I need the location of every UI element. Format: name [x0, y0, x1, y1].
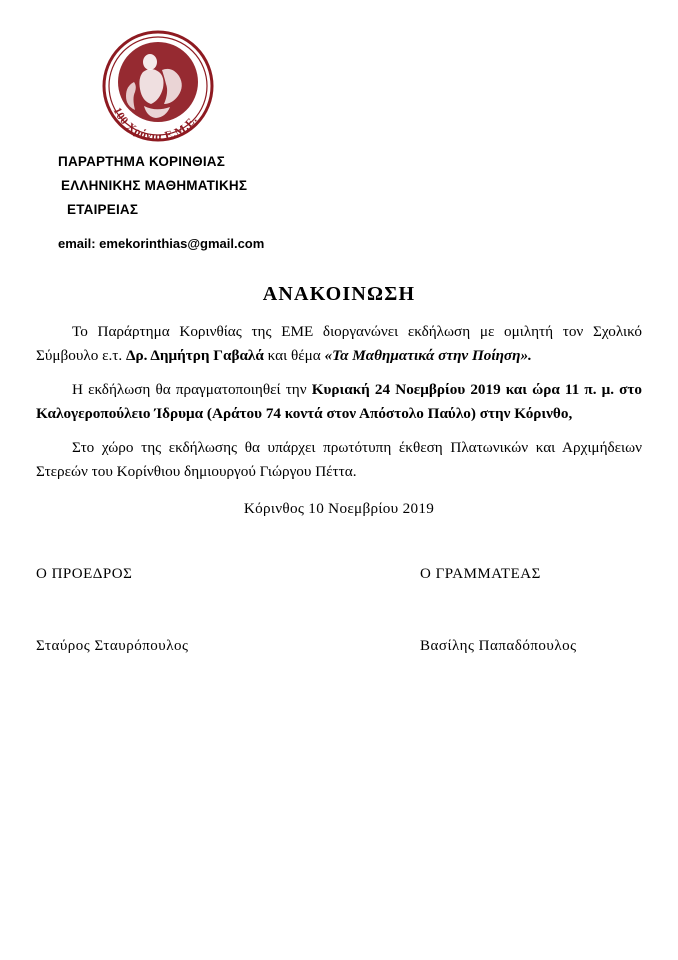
secretary-name: Βασίλης Παπαδόπουλος [420, 638, 577, 654]
president-title: Ο ΠΡΟΕΔΡΟΣ [36, 566, 133, 582]
announcement-body [36, 320, 642, 518]
paragraph-3: Στο χώρο της εκδήλωσης θα υπάρχει πρωτότυπη έκθεση Πλατωνικών και Αρχιμήδειων Στερεών του Κορίνθιου δημιουργού Γιώργου Πέττα. [36, 439, 642, 480]
paragraph-1-text-b: και θέμα [263, 347, 325, 364]
speaker-name: Δρ. Δημήτρη Γαβαλά [125, 347, 264, 364]
paragraph-2-text-a: Η εκδήλωση θα πραγματοποιηθεί την [72, 381, 312, 398]
eme-seal-icon [88, 26, 238, 146]
paragraph-1-text-a: Το Παράρτημα Κορινθίας της ΕΜΕ διοργανώνει εκδήλωση με ομιλητή τον Σχολικό Σύμβουλο ε.τ. [36, 323, 642, 364]
place-date-line: Κόρινθος 10 Νοεμβρίου 2019 [243, 500, 435, 517]
letterhead-line-1: ΠΑΡΑΡΤΗΜΑ ΚΟΡΙΝΘΙΑΣ [58, 154, 226, 169]
page-title: ΑΝΑΚΟΙΝΩΣΗ [262, 283, 416, 305]
secretary-title: Ο ΓΡΑΜΜΑΤΕΑΣ [420, 566, 541, 582]
letterhead-line-3: ΕΤΑΙΡΕΙΑΣ [67, 202, 139, 217]
paragraph-1 [36, 320, 642, 368]
letterhead [58, 150, 478, 256]
paragraph-2 [36, 378, 642, 426]
event-datetime-venue: Κυριακή 24 Νοεμβρίου 2019 και ώρα 11 π. μ. στο Καλογεροπούλειο Ίδρυμα (Αράτου 74 κοντά στον Απόστολο Παύλο) στην Κόρινθο, [36, 381, 643, 422]
eme-logo [88, 26, 238, 146]
talk-topic: «Τα Μαθηματικά στην Ποίηση». [324, 347, 532, 364]
president-name: Σταύρος Σταυρόπουλος [36, 638, 189, 654]
letterhead-line-2: ΕΛΛΗΝΙΚΗΣ ΜΑΘΗΜΑΤΙΚΗΣ [61, 178, 248, 193]
logo-caption: 100 Χρόνια Ε.Μ.Ε. [110, 105, 200, 144]
contact-email: email: emekorinthias@gmail.com [58, 236, 265, 251]
